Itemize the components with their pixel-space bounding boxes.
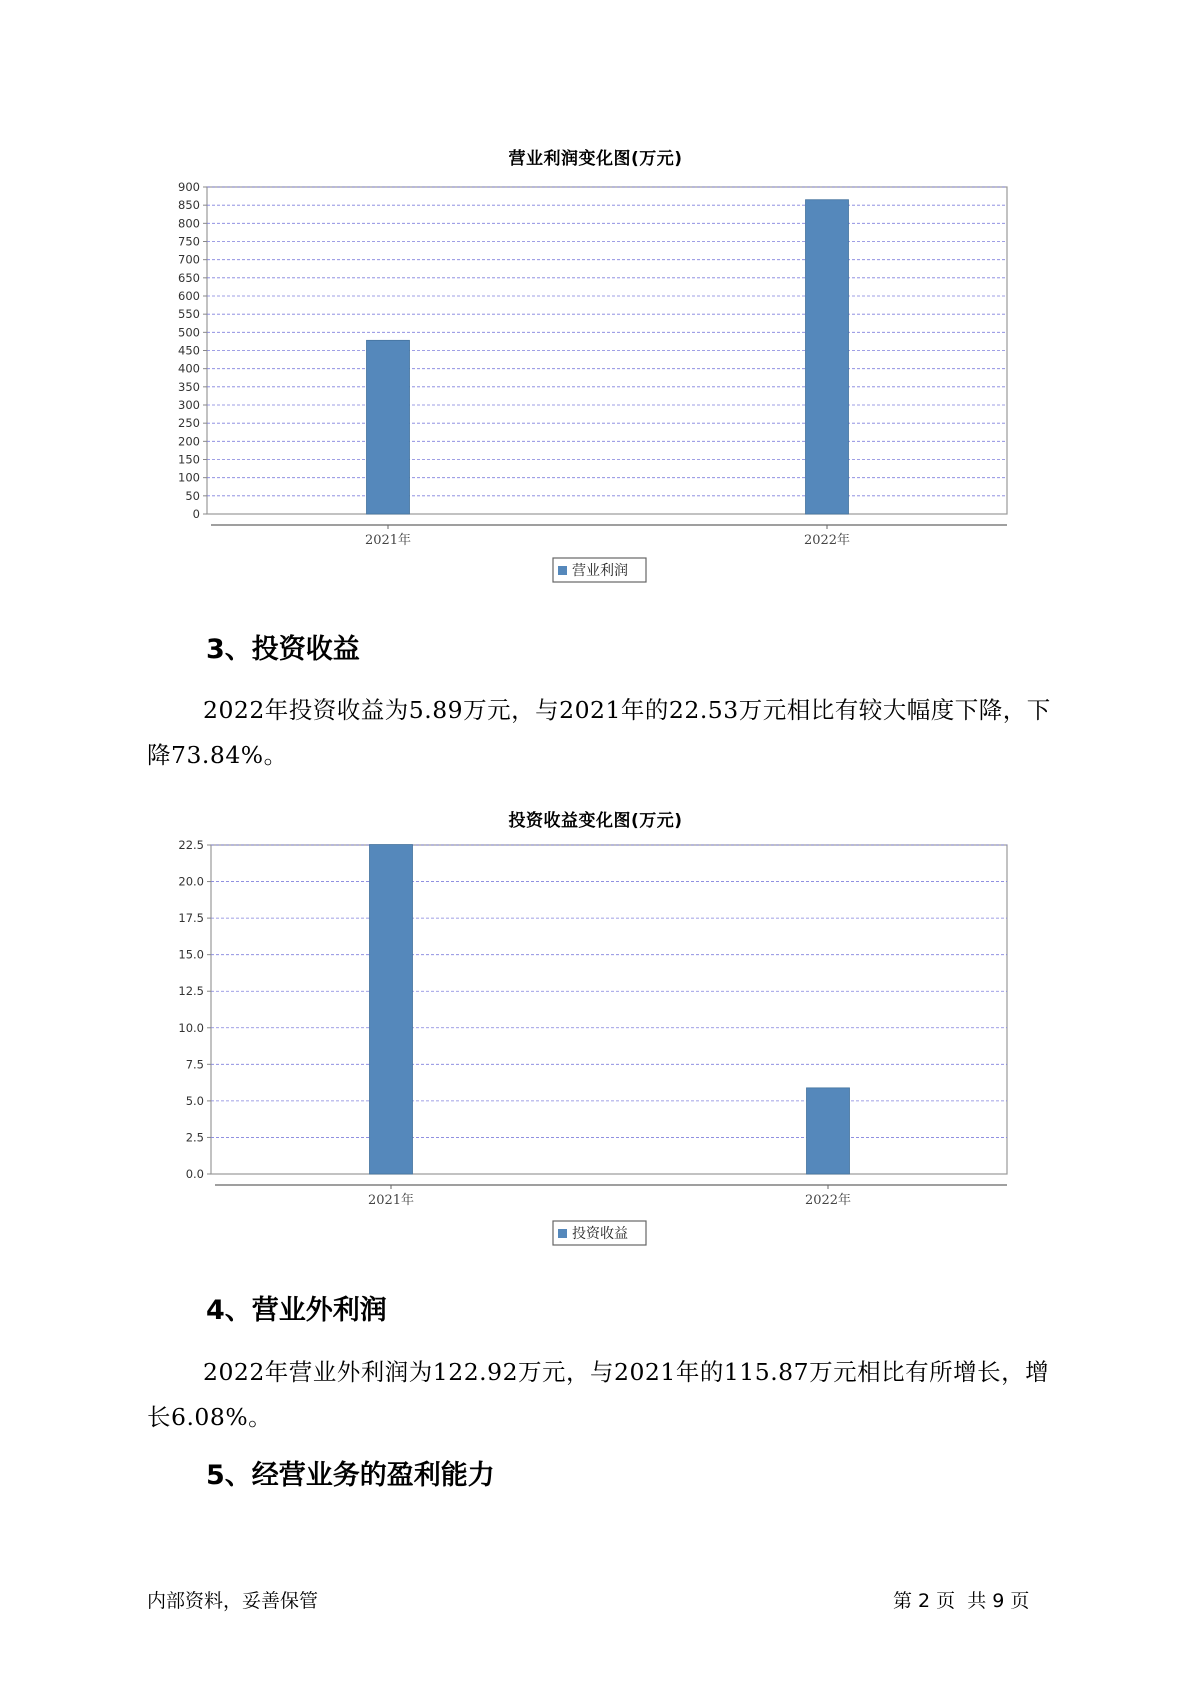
y-tick-label: 250 [178, 416, 200, 431]
section-5-heading: 5、经营业务的盈利能力 [206, 1460, 495, 1491]
footer-confidential-note: 内部资料，妥善保管 [147, 1590, 319, 1612]
chart-1-title: 营业利润变化图(万元) [508, 149, 683, 169]
y-tick-label: 150 [178, 452, 200, 467]
section-3-paragraph: 2022年投资收益为5.89万元，与2021年的22.53万元相比有较大幅度下降，下降73.84%。 [147, 696, 1051, 769]
y-tick-label: 100 [178, 470, 200, 485]
y-tick-label: 900 [178, 180, 200, 194]
y-tick-label: 200 [178, 434, 200, 449]
y-tick-label: 450 [178, 343, 200, 358]
legend-swatch [558, 566, 567, 575]
y-tick-label: 350 [178, 379, 200, 394]
y-tick-label: 550 [178, 307, 200, 322]
y-tick-label: 17.5 [178, 911, 204, 926]
y-tick-label: 10.0 [178, 1020, 204, 1035]
y-tick-label: 650 [178, 270, 200, 285]
y-tick-label: 12.5 [178, 984, 204, 999]
chart-2-title: 投资收益变化图(万元) [508, 811, 683, 831]
y-tick-label: 400 [178, 361, 200, 376]
y-tick-label: 15.0 [178, 947, 204, 962]
operating-profit-chart [0, 170, 1191, 610]
bar-2022年 [806, 200, 849, 514]
plot-area [211, 845, 1007, 1174]
investment-income-chart [0, 830, 1191, 1250]
y-tick-label: 800 [178, 216, 200, 231]
y-tick-label: 50 [185, 488, 200, 503]
y-tick-label: 5.0 [185, 1093, 204, 1108]
footer-page-number: 第 2 页 共 9 页 [893, 1590, 1030, 1612]
y-tick-label: 0 [192, 507, 200, 521]
bar-2022年 [807, 1088, 850, 1174]
legend-swatch [558, 1229, 567, 1238]
x-tick-label: 2021年 [367, 1193, 415, 1208]
y-tick-label: 300 [178, 398, 200, 412]
x-tick-label: 2021年 [364, 533, 412, 548]
y-tick-label: 600 [178, 289, 200, 303]
y-tick-label: 700 [178, 252, 200, 267]
y-tick-label: 7.5 [185, 1057, 204, 1072]
y-tick-label: 850 [178, 198, 200, 213]
y-tick-label: 500 [178, 325, 200, 340]
y-tick-label: 20.0 [178, 874, 204, 889]
section-4-heading: 4、营业外利润 [206, 1295, 387, 1326]
bar-2021年 [370, 845, 413, 1174]
y-tick-label: 22.5 [178, 838, 204, 852]
section-3-heading: 3、投资收益 [206, 634, 360, 665]
legend-label: 投资收益 [572, 1226, 628, 1242]
bar-2021年 [367, 340, 410, 514]
y-tick-label: 0.0 [185, 1167, 204, 1181]
x-tick-label: 2022年 [803, 533, 851, 548]
section-4-paragraph: 2022年营业外利润为122.92万元，与2021年的115.87万元相比有所增长，增长6.08%。 [147, 1358, 1050, 1431]
x-tick-label: 2022年 [804, 1193, 852, 1208]
y-tick-label: 2.5 [185, 1130, 204, 1145]
y-tick-label: 750 [178, 234, 200, 249]
legend-label: 营业利润 [572, 563, 628, 579]
